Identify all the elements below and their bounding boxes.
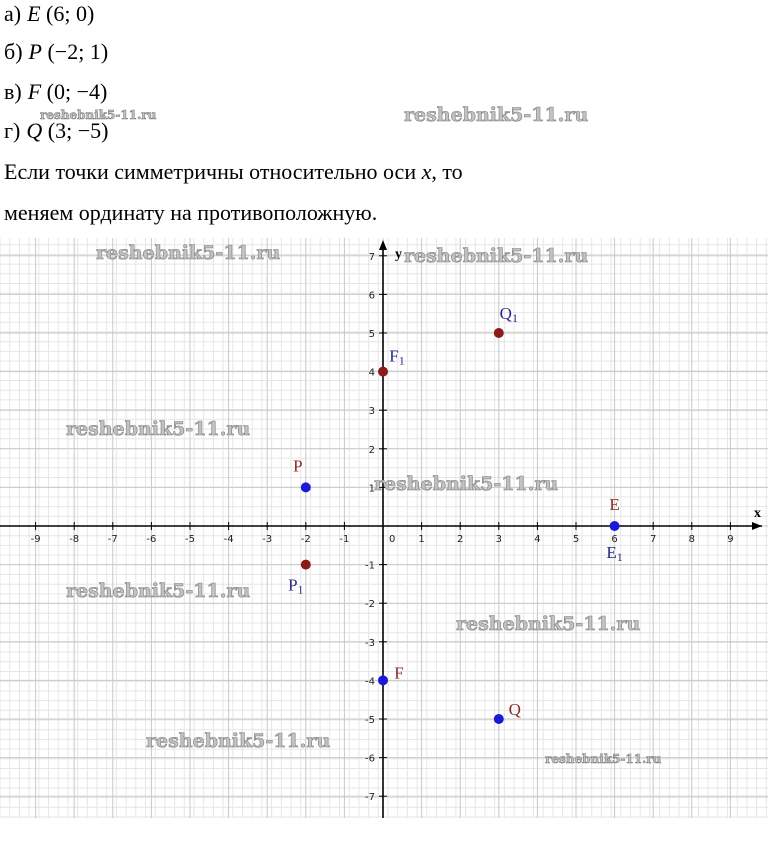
y-tick-label: -2 [365,599,375,611]
point-label-p: P [293,456,303,476]
x-tick-label: 9 [727,534,734,545]
x-tick-label: -6 [146,534,157,545]
watermark: reshebnik5-11.ru [404,245,589,267]
x-axis-label: x [754,506,761,521]
point-q [494,714,504,724]
y-tick-label: -7 [365,792,375,804]
answer-prefix: в) [4,79,22,104]
point-name: E [27,1,41,26]
watermark: reshebnik5-11.ru [66,418,251,440]
watermark: reshebnik5-11.ru [146,730,331,752]
x-tick-label: -9 [30,534,41,545]
explanation-line-1 [4,158,463,186]
point-name: F [27,79,42,104]
x-tick-label: -7 [107,534,118,545]
y-tick-label: -5 [365,715,375,726]
y-axis-label: y [395,247,402,262]
answer-line-c [4,78,107,106]
point-coords: (3; −5) [47,118,109,143]
point-coords: (0; −4) [46,79,108,104]
point-label-e1: E1 [606,543,623,564]
point-label-f: F [394,663,404,683]
point-f [378,675,388,685]
point-label-q1: Q1 [499,304,518,325]
x-tick-label: -2 [300,534,311,545]
point-label-e: E [609,495,620,514]
x-tick-label: -4 [223,534,234,545]
explanation-text: меняем ординату на противоположную. [4,200,378,225]
x-tick-label: 2 [457,534,464,545]
x-tick-label: 1 [418,534,425,545]
x-tick-label: 3 [495,534,502,545]
x-tick-label: 5 [572,534,580,545]
point-coords: (6; 0) [46,1,95,26]
watermark: reshebnik5-11.ru [456,613,641,635]
x-tick-label: -5 [185,534,195,545]
y-tick-label: 6 [368,290,375,302]
answer-line-b [4,38,108,66]
answer-prefix: б) [4,39,23,64]
point-f1 [378,367,388,377]
axis-variable: x [421,159,432,184]
x-tick-label: 4 [534,534,541,545]
y-tick-label: 1 [368,483,375,495]
point-e [610,521,620,531]
answer-prefix: а) [4,1,22,26]
point-label-q: Q [508,700,521,719]
answer-line-a [4,0,94,28]
point-p [301,482,311,492]
origin-label: 0 [389,534,396,545]
explanation-text: , то [431,159,463,184]
point-p1 [301,560,311,570]
y-tick-label: 5 [368,329,375,340]
x-tick-label: 6 [611,534,618,545]
y-tick-label: -1 [365,560,375,572]
point-name: P [28,39,42,64]
x-tick-label: 8 [688,534,695,545]
y-tick-label: -3 [365,637,375,649]
y-tick-label: -4 [365,676,375,688]
x-tick-label: -3 [262,534,273,545]
coordinate-plane [0,238,768,818]
watermark: reshebnik5-11.ru [545,752,662,766]
point-label-f1: F1 [389,346,405,368]
watermark: reshebnik5-11.ru [66,580,251,602]
explanation-line-2 [4,199,377,227]
explanation-text: Если точки симметричны относительно оси [4,159,422,184]
point-q1 [494,328,504,338]
watermark: reshebnik5-11.ru [96,242,281,264]
y-tick-label: 4 [368,367,375,379]
x-tick-label: -1 [339,534,350,545]
y-tick-label: -6 [365,753,375,765]
watermark: reshebnik5-11.ru [374,473,559,495]
x-tick-label: -8 [69,534,80,545]
point-coords: (−2; 1) [47,39,109,64]
watermark: reshebnik5-11.ru [40,108,157,122]
point-label-p1: P1 [288,575,304,597]
y-tick-label: 7 [368,251,375,263]
point-name: Q [26,118,43,143]
y-tick-label: 3 [368,406,375,418]
watermark: reshebnik5-11.ru [404,104,589,126]
x-tick-label: 7 [650,534,657,545]
y-tick-label: 2 [368,444,375,456]
answer-prefix: г) [4,118,21,143]
